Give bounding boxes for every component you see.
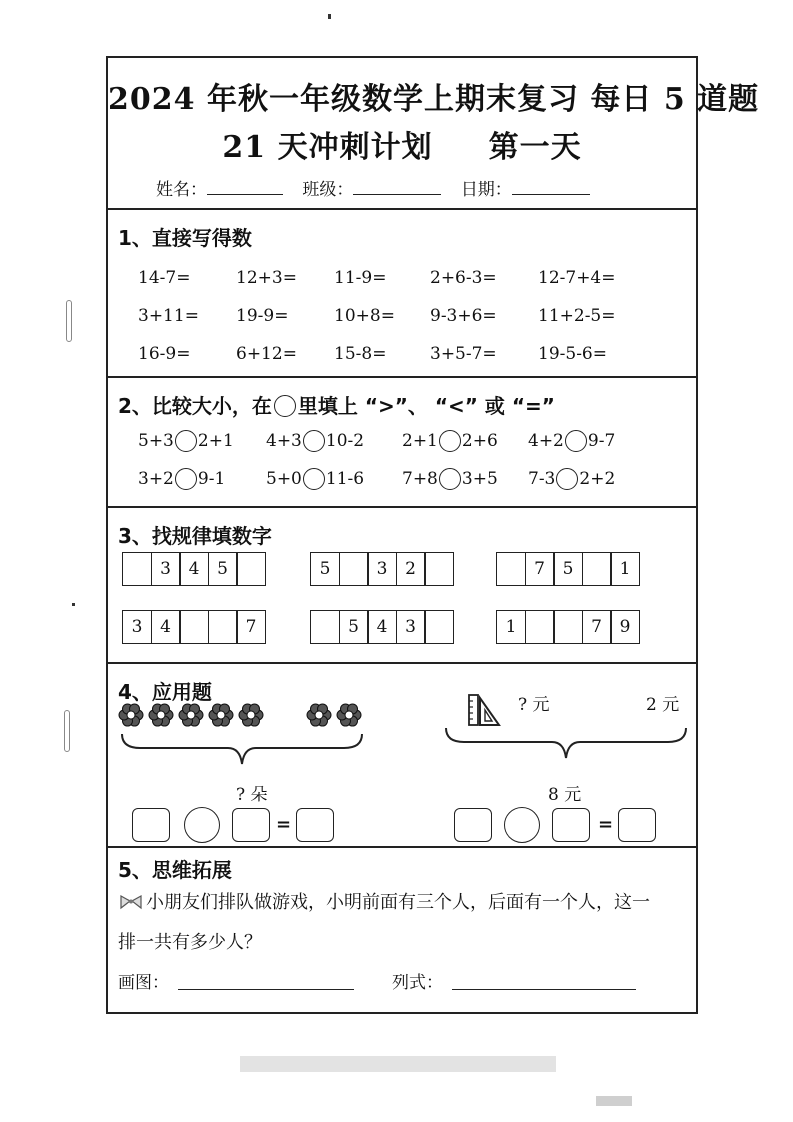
equation-item: 19-5-6= (538, 344, 607, 364)
compare-answer-circle[interactable] (175, 430, 197, 452)
compare-answer-circle[interactable] (439, 468, 461, 490)
pattern-cell: 2 (396, 552, 426, 586)
left-brace (120, 732, 364, 768)
equation-item: 11-9= (334, 268, 387, 288)
compare-left: 7+8 (402, 469, 438, 489)
question-line2: 排一共有多少人？ (118, 932, 262, 953)
title-line1: 2024 年秋一年级数学上期末复习 每日 5 道题 (108, 82, 760, 117)
compare-right: 3+5 (461, 469, 498, 489)
pattern-blank-cell[interactable] (525, 610, 555, 644)
total-price: 8 元 (548, 785, 582, 805)
pattern-cell: 1 (496, 610, 526, 644)
header (108, 58, 760, 210)
equation-item: 10+8= (334, 306, 395, 326)
blurred-watermark (596, 1096, 632, 1106)
pattern-sequence (496, 610, 640, 644)
pattern-cell: 3 (151, 552, 181, 586)
pattern-blank-cell[interactable] (582, 552, 612, 586)
draw-answer-line[interactable] (178, 988, 354, 990)
compare-left: 3+2 (138, 469, 174, 489)
compare-right: 9-1 (197, 469, 226, 489)
equation-item: 12+3= (236, 268, 297, 288)
section1-title: 1、直接写得数 (118, 226, 252, 250)
compare-right: 11-6 (325, 469, 365, 489)
pattern-cell: 3 (396, 610, 426, 644)
ruler-set-square-icon (466, 692, 502, 728)
pattern-cell: 4 (151, 610, 181, 644)
section-direct-calc (108, 210, 696, 378)
pattern-blank-cell[interactable] (179, 610, 209, 644)
answer-box[interactable] (552, 808, 590, 842)
equation-item: 3+11= (138, 306, 199, 326)
pattern-cell: 5 (208, 552, 238, 586)
pattern-blank-cell[interactable] (496, 552, 526, 586)
compare-item (138, 468, 225, 490)
compare-right: 10-2 (325, 431, 365, 451)
compare-left: 4+2 (528, 431, 564, 451)
scan-speck (328, 14, 331, 19)
equals-sign: = (598, 814, 614, 835)
circle-icon (274, 395, 296, 417)
binder-clip-mark (66, 300, 72, 342)
compare-right: 2+6 (461, 431, 498, 451)
section2-title-part1: 2、比较大小，在 (118, 394, 272, 418)
binder-clip-mark (64, 710, 70, 752)
compare-item (266, 468, 364, 490)
section2-title-part2: 里填上 “>”、 “<” 或 “=” (297, 394, 555, 418)
pattern-cell: 7 (525, 552, 555, 586)
blurred-footer (240, 1056, 556, 1072)
pattern-cell: 3 (367, 552, 397, 586)
pattern-cell: 7 (582, 610, 612, 644)
scan-speck (72, 603, 75, 606)
title-line2 (108, 122, 696, 166)
equation-item: 6+12= (236, 344, 297, 364)
pattern-blank-cell[interactable] (310, 610, 340, 644)
compare-left: 7-3 (528, 469, 556, 489)
compare-right: 2+2 (579, 469, 616, 489)
pattern-blank-cell[interactable] (236, 552, 266, 586)
compare-right: 2+1 (197, 431, 234, 451)
compare-answer-circle[interactable] (565, 430, 587, 452)
section2-title (118, 390, 555, 419)
equals-sign: = (276, 814, 292, 835)
title-day: 第一天 (488, 130, 582, 165)
equation-item: 3+5-7= (430, 344, 497, 364)
answer-box[interactable] (296, 808, 334, 842)
question-line1: 小朋友们排队做游戏，小明前面有三个人，后面有一个人，这一 (146, 892, 650, 913)
price-unknown: ? 元 (518, 695, 550, 715)
left-question: ? 朵 (236, 785, 268, 805)
pattern-sequence (310, 610, 454, 644)
compare-item (402, 430, 498, 452)
section3-title: 3、找规律填数字 (118, 524, 272, 548)
compare-left: 4+3 (266, 431, 302, 451)
student-info (156, 175, 604, 200)
answer-box[interactable] (618, 808, 656, 842)
operator-circle[interactable] (504, 807, 540, 843)
pattern-sequence (310, 552, 454, 586)
price-known: 2 元 (646, 695, 680, 715)
flower-icon (306, 702, 332, 728)
equation-item: 12-7+4= (538, 268, 616, 288)
right-brace (444, 726, 688, 762)
section-thinking (108, 848, 696, 1012)
formula-answer-line[interactable] (452, 988, 636, 990)
name-label: 姓名： (156, 180, 207, 200)
section5-title: 5、思维拓展 (118, 858, 232, 882)
compare-item (266, 430, 364, 452)
pattern-cell: 5 (339, 610, 369, 644)
flower-icon (336, 702, 362, 728)
pattern-cell: 3 (122, 610, 152, 644)
bow-tie-icon (120, 894, 142, 910)
compare-answer-circle[interactable] (439, 430, 461, 452)
pattern-cell: 5 (553, 552, 583, 586)
pattern-cell: 4 (367, 610, 397, 644)
answer-box[interactable] (232, 808, 270, 842)
equation-item: 11+2-5= (538, 306, 616, 326)
compare-left: 5+3 (138, 431, 174, 451)
pattern-blank-cell[interactable] (339, 552, 369, 586)
section-application (108, 664, 696, 848)
flower-icon (118, 702, 144, 728)
equation-item: 16-9= (138, 344, 191, 364)
section4-title: 4、应用题 (118, 680, 212, 704)
pattern-blank-cell[interactable] (424, 552, 454, 586)
flower-icon (238, 702, 264, 728)
compare-answer-circle[interactable] (303, 468, 325, 490)
draw-label: 画图： (118, 973, 169, 993)
date-label: 日期： (460, 180, 512, 200)
flower-icon (148, 702, 174, 728)
compare-item (528, 468, 615, 490)
compare-item (402, 468, 498, 490)
section-compare (108, 378, 696, 508)
equation-item: 15-8= (334, 344, 387, 364)
pattern-cell: 7 (236, 610, 266, 644)
name-field[interactable] (207, 178, 283, 195)
compare-right: 9-7 (587, 431, 616, 451)
equation-item: 2+6-3= (430, 268, 497, 288)
class-field[interactable] (353, 178, 441, 195)
answer-box[interactable] (132, 808, 170, 842)
worksheet (106, 56, 760, 1014)
answer-box[interactable] (454, 808, 492, 842)
compare-left: 2+1 (402, 431, 438, 451)
class-label: 班级： (302, 180, 354, 200)
pattern-blank-cell[interactable] (122, 552, 152, 586)
pattern-sequence (122, 552, 266, 586)
equation-item: 9-3+6= (430, 306, 497, 326)
formula-label: 列式： (392, 973, 443, 993)
compare-answer-circle[interactable] (175, 468, 197, 490)
pattern-cell: 5 (310, 552, 340, 586)
title-plan: 21 天冲刺计划 (222, 130, 433, 165)
compare-left: 5+0 (266, 469, 302, 489)
pattern-cell: 4 (179, 552, 209, 586)
flower-icon (208, 702, 234, 728)
pattern-cell: 1 (610, 552, 640, 586)
section-pattern (108, 508, 696, 664)
compare-answer-circle[interactable] (556, 468, 578, 490)
equation-item: 14-7= (138, 268, 191, 288)
compare-answer-circle[interactable] (303, 430, 325, 452)
flower-icon (178, 702, 204, 728)
operator-circle[interactable] (184, 807, 220, 843)
compare-item (528, 430, 615, 452)
equation-item: 19-9= (236, 306, 289, 326)
pattern-cell: 9 (610, 610, 640, 644)
date-field[interactable] (512, 178, 590, 195)
pattern-sequence (496, 552, 640, 586)
pattern-blank-cell[interactable] (208, 610, 238, 644)
pattern-blank-cell[interactable] (424, 610, 454, 644)
pattern-sequence (122, 610, 266, 644)
compare-item (138, 430, 234, 452)
pattern-blank-cell[interactable] (553, 610, 583, 644)
